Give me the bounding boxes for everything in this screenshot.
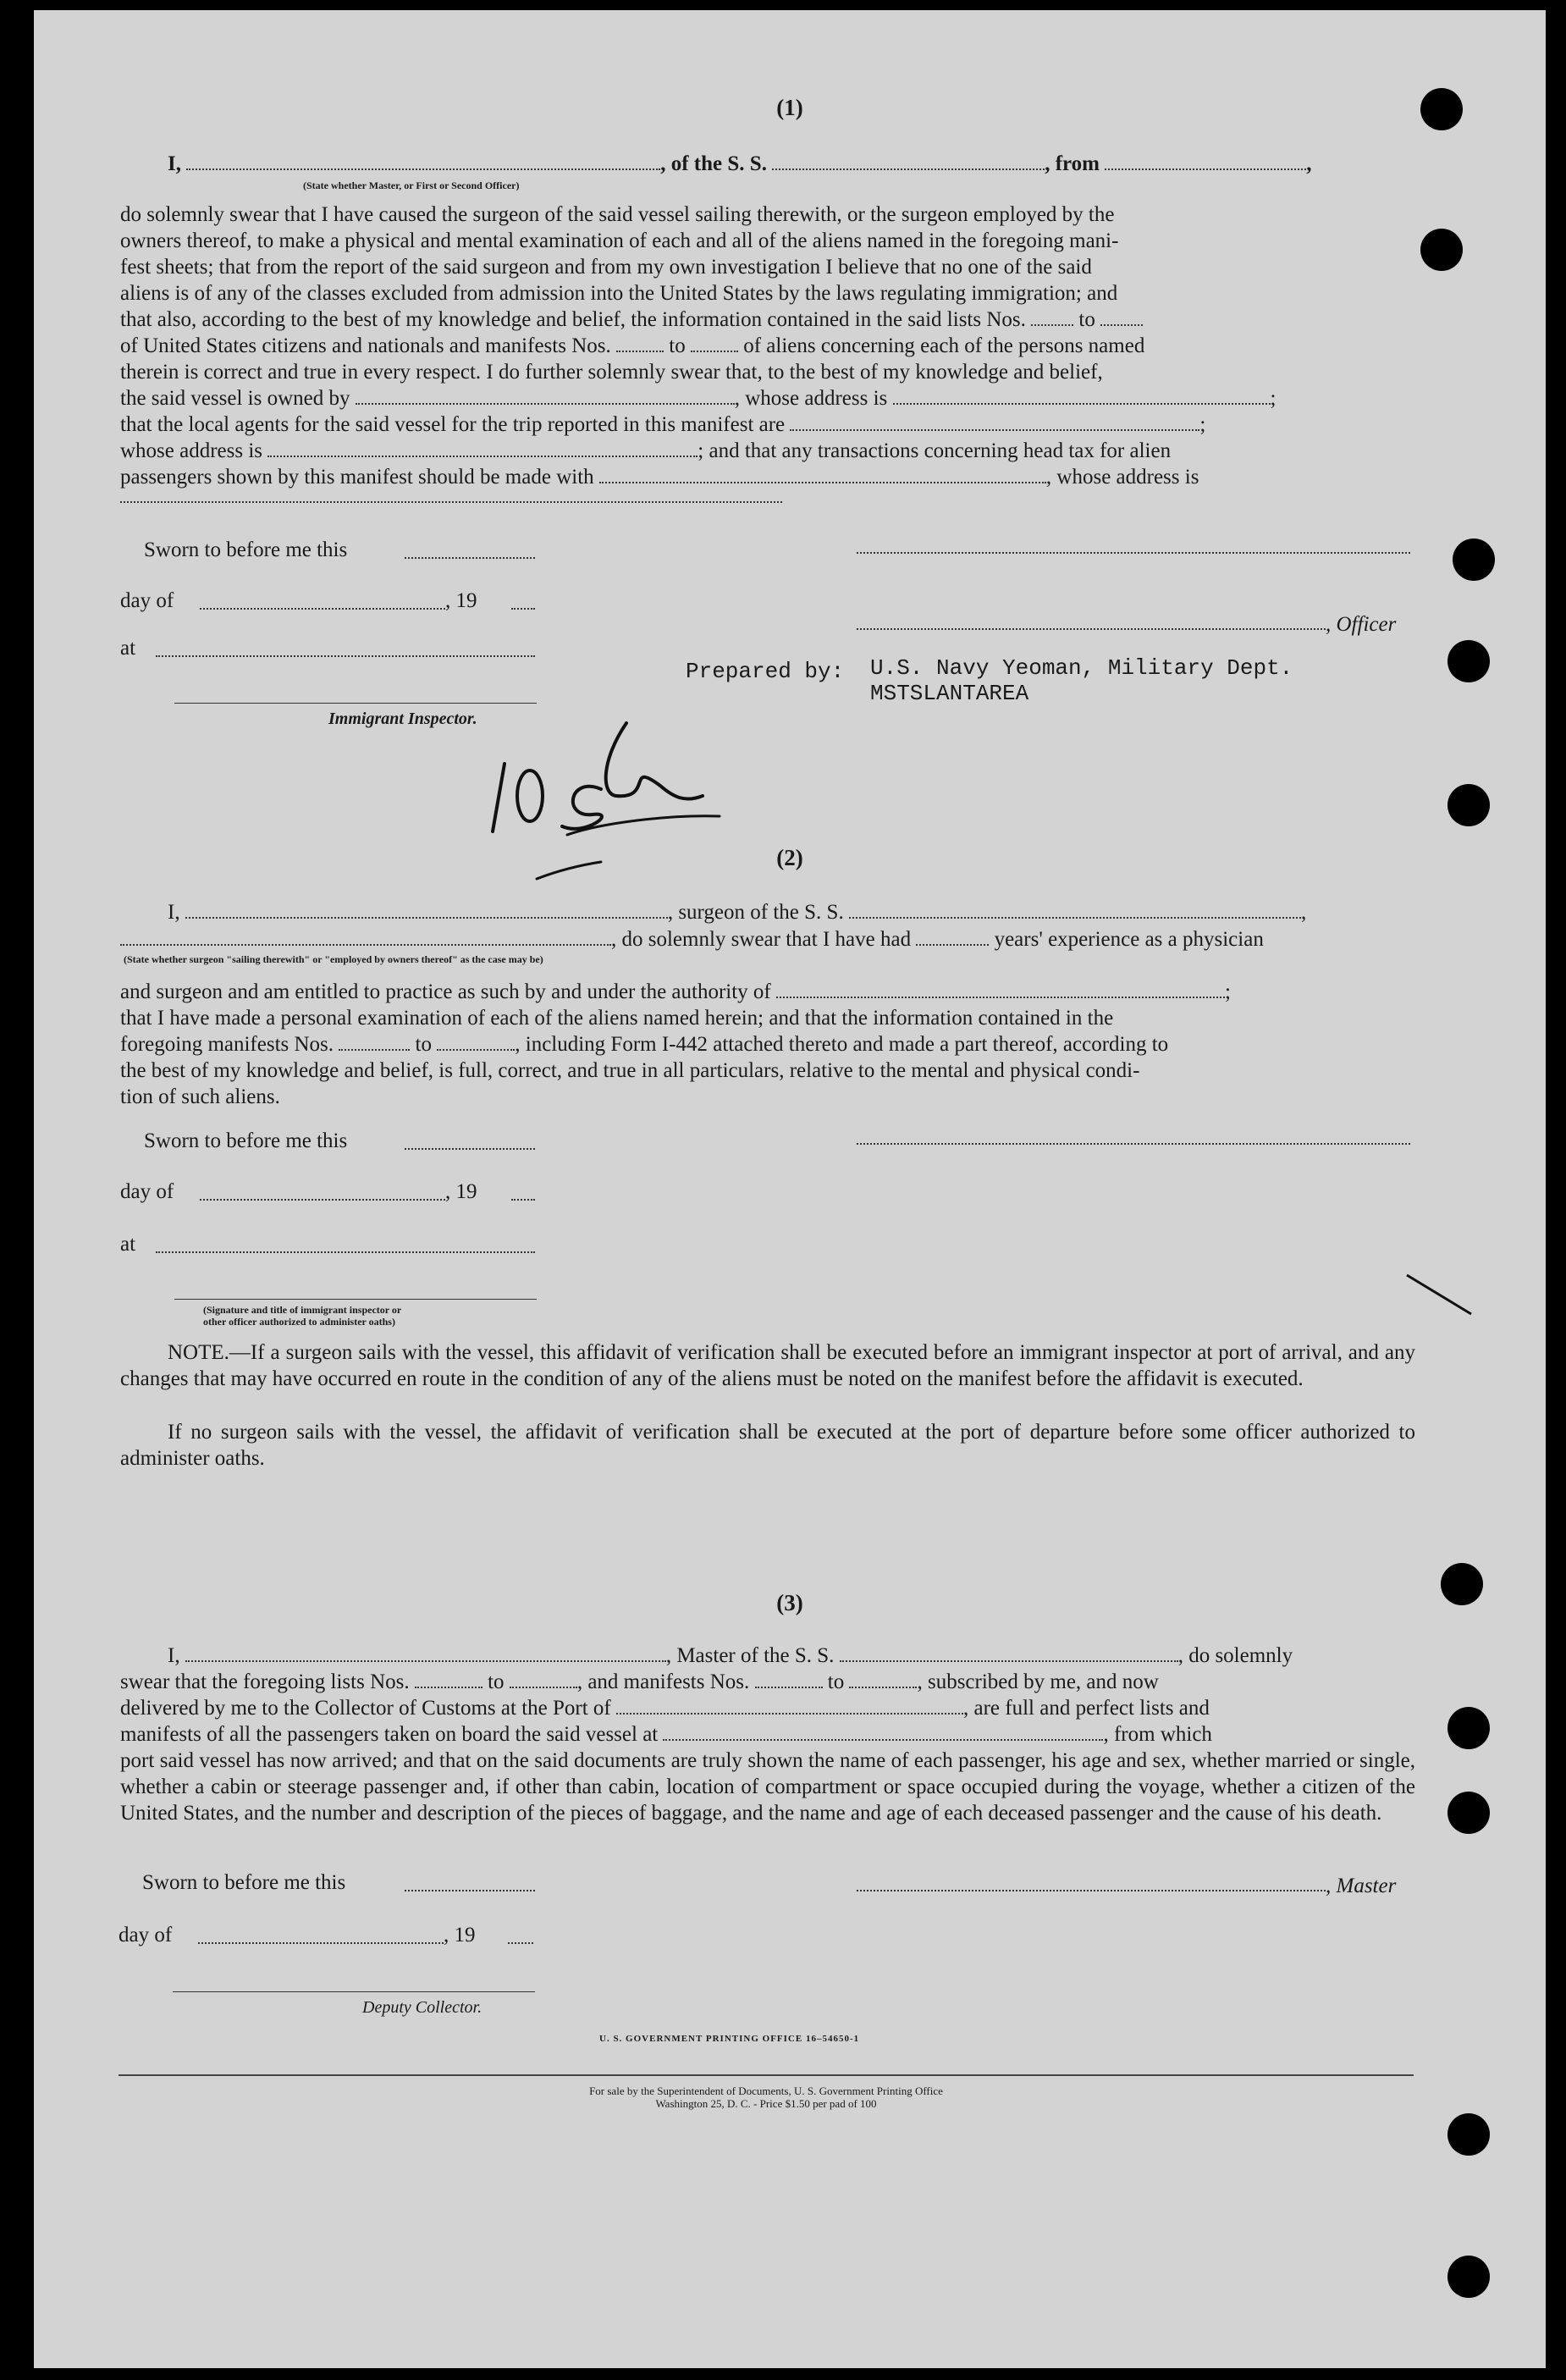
head-tax-address-field[interactable] — [120, 501, 782, 503]
s2-surgeon-label: , surgeon of the S. S. — [667, 901, 844, 924]
s2-sworn-date-field[interactable] — [405, 1148, 535, 1150]
s3-line-3 — [120, 1695, 1415, 1721]
s3-body — [120, 1643, 1415, 1826]
prepared-by-label: Prepared by: — [686, 659, 845, 684]
s3-fragment: , and manifests Nos. — [576, 1670, 750, 1693]
s3-manifests-no-from-field[interactable] — [755, 1681, 823, 1688]
s1-body-line: that also, according to the best of my knowledge and belief, the information contained in the said lists Nos. — [120, 308, 1026, 331]
s1-body-line: fest sheets; that from the report of the said surgeon and from my own investigation I believe that no one of the said — [120, 256, 1092, 279]
s2-manifests-no-to-field[interactable] — [437, 1044, 515, 1051]
semicolon: ; — [1199, 413, 1206, 436]
surgeon-status-caption: (State whether surgeon "sailing therewith" or "employed by owners thereof" as the case may be) — [124, 953, 543, 965]
s1-body-line: that the local agents for the said vessel for the trip reported in this manifest are — [120, 413, 786, 436]
immigrant-inspector-caption: Immigrant Inspector. — [328, 710, 477, 728]
s1-body-line: therein is correct and true in every respect. I do further solemnly swear that, to the best of my knowledge and belief, — [120, 361, 1103, 384]
officer-caption: , Officer — [1326, 613, 1397, 636]
s1-head-tax-line — [120, 464, 1415, 490]
semicolon: ; — [1225, 980, 1231, 1003]
punch-hole — [1453, 538, 1495, 581]
s1-body-line: whose address is — [120, 439, 263, 462]
s1-oath-line — [168, 151, 1312, 177]
s2-place-field[interactable] — [156, 1251, 535, 1253]
s1-body-line: of United States citizens and nationals and manifests Nos. — [120, 334, 611, 357]
to-label: to — [669, 334, 686, 357]
s1-body — [120, 202, 1415, 490]
s1-place-field[interactable] — [156, 655, 535, 657]
s1-agent-address-line — [120, 438, 1415, 464]
s1-body-fragment: of aliens concerning each of the persons named — [743, 334, 1145, 357]
s1-body-line: passengers shown by this manifest should be made with — [120, 466, 594, 489]
s3-fragment: , subscribed by me, and now — [917, 1670, 1159, 1693]
master-signature-field[interactable] — [857, 1890, 1326, 1891]
printing-office-line: U. S. GOVERNMENT PRINTING OFFICE 16–54650-1 — [599, 2034, 860, 2044]
s3-vessel-name-field[interactable] — [840, 1655, 1178, 1662]
to-label: to — [1078, 308, 1095, 331]
footer-line-1: For sale by the Superintendent of Documents, U. S. Government Printing Office — [589, 2085, 943, 2097]
s1-body-fragment: ; and that any transactions concerning head tax for alien — [698, 439, 1172, 462]
customs-port-field[interactable] — [616, 1708, 963, 1715]
master-caption: , Master — [1326, 1875, 1397, 1897]
owner-address-field[interactable] — [893, 398, 1271, 405]
s3-body-text: port said vessel has now arrived; and that on the said documents are truly shown the name of each passenger, his age and sex, whether married or single, whether a cabin or steerage passenger and, if other than cabin, location of compartment or space occupied during the voyage, whether a citizen of the United States, and the number and description of the pieces of baggage, and the name and age of each deceased passenger and the cause of his death. — [120, 1749, 1415, 1825]
prepared-by-line-1: U.S. Navy Yeoman, Military Dept. — [870, 655, 1293, 681]
s2-experience-fragment: years' experience as a physician — [994, 928, 1264, 951]
s2-year-field[interactable] — [511, 1199, 535, 1201]
s3-line-4 — [120, 1721, 1415, 1748]
manifests-no-from-field[interactable] — [616, 345, 664, 352]
s3-lists-no-to-field[interactable] — [510, 1681, 577, 1688]
vessel-name-field[interactable] — [772, 163, 1045, 170]
s1-year-label: , 19 — [445, 589, 477, 612]
s3-month-field[interactable] — [198, 1942, 444, 1944]
lists-no-to-field[interactable] — [1100, 319, 1143, 326]
s2-note — [120, 1339, 1415, 1392]
s1-of-ss-label: , of the S. S. — [660, 152, 767, 175]
note-label: NOTE. — [168, 1341, 229, 1364]
s2-comma: , — [1300, 901, 1307, 924]
s1-i-label: I, — [168, 152, 181, 175]
punch-hole — [1447, 784, 1490, 826]
s3-fragment: , do solemnly — [1177, 1644, 1293, 1667]
s3-lists-no-from-field[interactable] — [415, 1681, 482, 1688]
s1-day-of-label: day of — [120, 589, 174, 612]
footer-line-2: Washington 25, D. C. - Price $1.50 per pad of 100 — [655, 2097, 877, 2110]
s2-body-line: the best of my knowledge and belief, is full, correct, and true in all particulars, relative to the mental and physical condi- — [120, 1059, 1140, 1082]
footer-rule — [119, 2074, 1414, 2076]
s2-swear-fragment: , do solemnly swear that I have had — [611, 928, 912, 951]
punch-hole — [1447, 1792, 1490, 1834]
s3-line-1 — [120, 1643, 1415, 1669]
lists-no-from-field[interactable] — [1031, 319, 1073, 326]
practice-authority-field[interactable] — [776, 991, 1225, 998]
officer-rank-caption: (State whether Master, or First or Second Officer) — [303, 179, 520, 191]
punch-hole — [1447, 640, 1490, 682]
note-text: —If a surgeon sails with the vessel, this affidavit of verification shall be executed before an immigrant inspector at port of arrival, and any changes that may have occurred en route in the condition of any of the aliens must be noted on the manifest before the affidavit is executed. — [120, 1341, 1415, 1390]
section-3-heading: (3) — [776, 1590, 803, 1615]
section-1-heading: (1) — [776, 95, 803, 120]
s3-fragment: manifests of all the passengers taken on board the said vessel at — [120, 1723, 659, 1746]
s1-sworn-label: Sworn to before me this — [144, 538, 348, 561]
deputy-collector-signature-field[interactable] — [173, 1991, 535, 1992]
officer-rank-field[interactable] — [186, 163, 660, 170]
s2-vessel-name-field[interactable] — [849, 912, 1301, 919]
s2-at-label: at — [120, 1233, 136, 1256]
s1-owner-line — [120, 385, 1415, 411]
boarding-port-field[interactable] — [663, 1734, 1103, 1741]
s1-body-line: owners thereof, to make a physical and mental examination of each and all of the aliens named in the foregoing mani- — [120, 229, 1119, 252]
footer — [119, 2085, 1414, 2110]
semicolon: ; — [1270, 387, 1277, 410]
punch-hole — [1420, 229, 1463, 271]
s3-master-label: , Master of the S. S. — [665, 1644, 835, 1667]
s1-from-label: , from — [1045, 152, 1100, 175]
to-label: to — [827, 1670, 845, 1693]
s1-month-field[interactable] — [200, 608, 445, 610]
s2-manifests-line — [120, 1031, 1415, 1057]
s2-body-line: that I have made a personal examination of each of the aliens named herein; and that the information contained in the — [120, 1007, 1114, 1030]
scan-mark — [1403, 1272, 1480, 1323]
s2-note-2: If no surgeon sails with the vessel, the affidavit of verification shall be executed at the port of departure before some officer authorized to administer oaths. — [120, 1421, 1415, 1470]
punch-hole — [1447, 2256, 1490, 2298]
s2-signature-caption-2: other officer authorized to administer oaths) — [203, 1316, 395, 1328]
s3-manifests-no-to-field[interactable] — [849, 1681, 917, 1688]
master-name-field[interactable] — [185, 1655, 666, 1662]
s1-at-label: at — [120, 637, 136, 660]
to-label: to — [415, 1033, 432, 1056]
surgeon-status-field[interactable] — [120, 939, 611, 946]
s2-body-fragment: , including Form I-442 attached thereto and made a part thereof, according to — [515, 1033, 1169, 1056]
s2-day-of-label: day of — [120, 1180, 174, 1203]
s2-i-label: I, — [168, 901, 180, 924]
s1-lists-line — [120, 306, 1415, 333]
s3-year-label: , 19 — [444, 1924, 476, 1947]
s2-year-label: , 19 — [445, 1180, 477, 1203]
s2-body-line: foregoing manifests Nos. — [120, 1033, 334, 1056]
manifests-no-to-field[interactable] — [691, 345, 738, 352]
surgeon-name-field[interactable] — [185, 912, 668, 919]
s2-authority-line — [120, 979, 1415, 1005]
punch-hole — [1447, 2113, 1490, 2156]
prepared-by-line-2: MSTSLANTAREA — [870, 681, 1029, 706]
s2-inspector-signature-field[interactable] — [174, 1299, 537, 1300]
agents-address-field[interactable] — [267, 450, 698, 457]
head-tax-contact-field[interactable] — [599, 477, 1046, 483]
s1-agents-line — [120, 411, 1415, 438]
s2-body-line: tion of such aliens. — [120, 1085, 280, 1108]
from-port-field[interactable] — [1105, 163, 1306, 170]
s3-fragment: delivered by me to the Collector of Customs at the Port of — [120, 1697, 611, 1720]
s1-body-line: the said vessel is owned by — [120, 387, 350, 410]
s3-year-field[interactable] — [508, 1942, 533, 1944]
s2-month-field[interactable] — [200, 1199, 445, 1201]
s1-body-line: do solemnly swear that I have caused the surgeon of the said vessel sailing therewith, or the surgeon employed by the — [120, 203, 1115, 226]
s3-line-2 — [120, 1669, 1415, 1695]
to-label: to — [488, 1670, 505, 1693]
s2-signature-caption-1: (Signature and title of immigrant inspector or — [203, 1304, 402, 1316]
s2-sworn-label: Sworn to before me this — [144, 1129, 348, 1152]
deputy-collector-caption: Deputy Collector. — [362, 1998, 482, 2017]
form-page — [34, 10, 1546, 2368]
s2-manifests-no-from-field[interactable] — [339, 1044, 410, 1051]
years-experience-field[interactable] — [916, 939, 989, 946]
s2-oath-line — [168, 899, 1306, 925]
s3-fragment: , from which — [1103, 1723, 1212, 1746]
s3-i-label: I, — [168, 1644, 180, 1667]
s1-officer-signature-field[interactable] — [857, 628, 1326, 630]
s3-sworn-date-field[interactable] — [405, 1890, 535, 1891]
punch-hole — [1447, 1707, 1490, 1749]
s2-body-line: and surgeon and am entitled to practice as such by and under the authority of — [120, 980, 771, 1003]
s1-year-field[interactable] — [511, 608, 535, 610]
owner-field[interactable] — [356, 398, 735, 405]
s2-experience-line — [120, 926, 1264, 953]
s1-sworn-date-field[interactable] — [405, 557, 535, 559]
s1-manifests-line — [120, 333, 1415, 359]
s2-body — [120, 979, 1415, 1110]
s3-fragment: , are full and perfect lists and — [963, 1697, 1210, 1720]
s3-day-of-label: day of — [119, 1924, 173, 1947]
s1-body-fragment: , whose address is — [734, 387, 888, 410]
s1-officer-signature-top-field[interactable] — [857, 552, 1410, 554]
s3-sworn-label: Sworn to before me this — [142, 1871, 346, 1894]
s1-body-fragment: , whose address is — [1045, 466, 1199, 489]
s1-body-line: aliens is of any of the classes excluded from admission into the United States by the laws regulating immigration; and — [120, 282, 1118, 305]
local-agents-field[interactable] — [790, 424, 1199, 431]
section-2-heading: (2) — [776, 845, 803, 870]
s3-fragment: swear that the foregoing lists Nos. — [120, 1670, 410, 1693]
surgeon-signature-field[interactable] — [857, 1143, 1410, 1145]
s1-comma: , — [1306, 152, 1312, 175]
